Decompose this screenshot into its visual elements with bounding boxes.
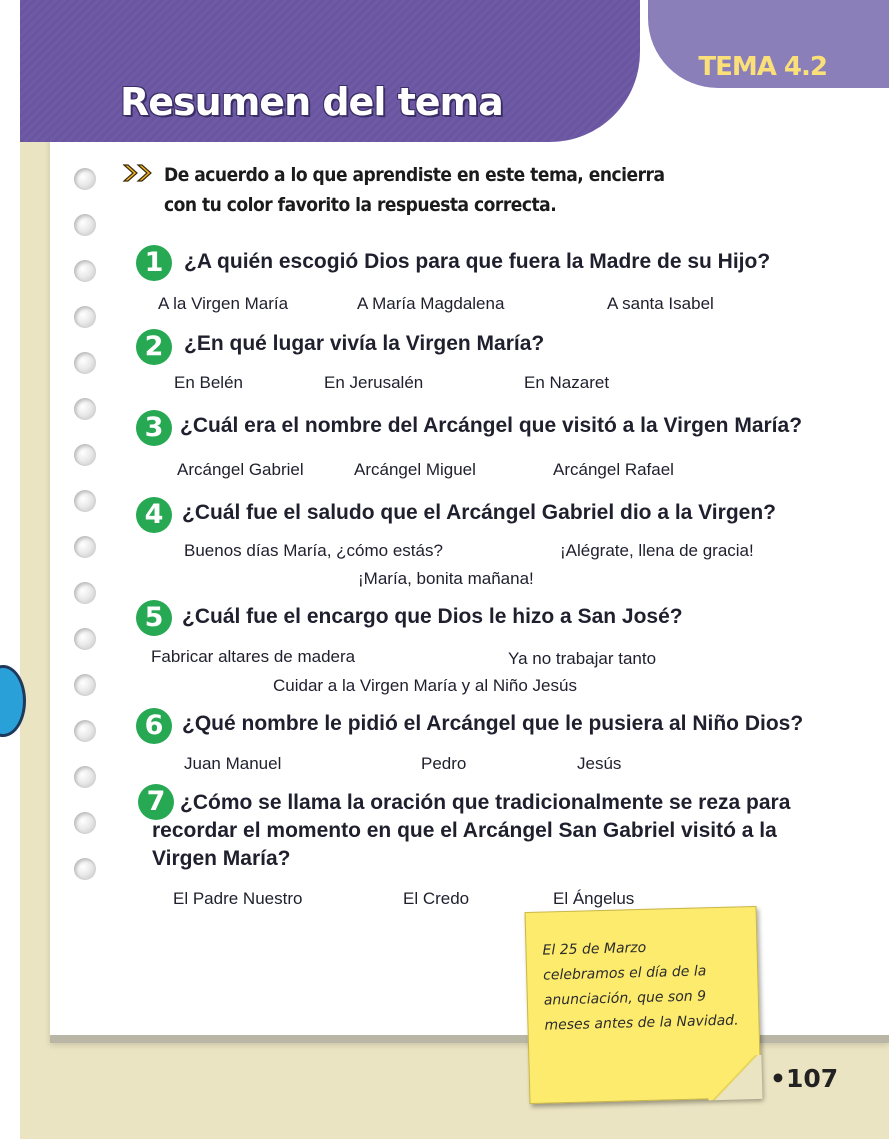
question-number-badge: 5 xyxy=(136,600,172,636)
question-text: ¿Qué nombre le pidió el Arcángel que le pusiera al Niño Dios? xyxy=(182,712,804,735)
question-number-badge: 6 xyxy=(136,708,172,744)
binder-hole-icon xyxy=(74,444,96,466)
answer-option[interactable]: Arcángel Rafael xyxy=(553,460,674,479)
question-text-line: Virgen María? xyxy=(152,847,291,870)
question-text-line: recordar el momento en que el Arcángel San Gabriel visitó a la xyxy=(152,819,777,842)
answer-option[interactable]: Pedro xyxy=(421,754,467,773)
answer-option[interactable]: Fabricar altares de madera xyxy=(151,647,356,666)
binder-hole-icon xyxy=(74,812,96,834)
question-number-badge: 2 xyxy=(136,329,172,365)
answer-option[interactable]: Juan Manuel xyxy=(184,754,282,773)
double-chevron-icon xyxy=(122,162,156,184)
binder-hole-icon xyxy=(74,720,96,742)
answer-option[interactable]: El Credo xyxy=(403,889,470,908)
answer-option[interactable]: En Nazaret xyxy=(524,373,610,392)
question-text: ¿Cuál era el nombre del Arcángel que visitó a la Virgen María? xyxy=(180,414,803,437)
answer-option[interactable]: Jesús xyxy=(577,754,622,773)
answer-option[interactable]: En Belén xyxy=(174,373,243,392)
answer-option[interactable]: A la Virgen María xyxy=(158,294,289,313)
binder-hole-icon xyxy=(74,628,96,650)
tema-label: TEMA 4.2 xyxy=(698,52,827,82)
answer-option[interactable]: Arcángel Miguel xyxy=(354,460,476,479)
binder-hole-icon xyxy=(74,260,96,282)
answer-option[interactable]: Arcángel Gabriel xyxy=(177,460,304,479)
sticky-note-line: anunciación, que son 9 xyxy=(543,988,707,1009)
tema-tab xyxy=(648,0,889,88)
answer-option[interactable]: El Ángelus xyxy=(553,889,635,908)
left-margin-strip xyxy=(0,0,20,1139)
question-text: ¿A quién escogió Dios para que fuera la Madre de su Hijo? xyxy=(184,250,771,273)
answer-option[interactable]: Cuidar a la Virgen María y al Niño Jesús xyxy=(273,676,577,695)
question-text: ¿Cuál fue el encargo que Dios le hizo a San José? xyxy=(182,605,683,628)
sticky-note-line: El 25 de Marzo xyxy=(542,939,647,959)
sticky-note xyxy=(525,906,762,1104)
page-number: •107 xyxy=(770,1064,839,1093)
question-number-badge: 4 xyxy=(136,497,172,533)
binder-hole-icon xyxy=(74,168,96,190)
answer-option[interactable]: ¡María, bonita mañana! xyxy=(358,569,534,588)
binder-holes xyxy=(74,168,98,904)
question-text: ¿Cuál fue el saludo que el Arcángel Gabriel dio a la Virgen? xyxy=(182,501,776,524)
answer-option[interactable]: El Padre Nuestro xyxy=(173,889,303,908)
question-number-badge: 7 xyxy=(138,784,174,820)
answer-option[interactable]: A María Magdalena xyxy=(357,294,505,313)
sticky-note-line: celebramos el día de la xyxy=(542,963,707,984)
answer-option[interactable]: Buenos días María, ¿cómo estás? xyxy=(184,541,443,560)
binder-hole-icon xyxy=(74,858,96,880)
cartoon-character-edge xyxy=(0,665,26,737)
answer-option[interactable]: A santa Isabel xyxy=(607,294,714,313)
question-number-badge: 1 xyxy=(136,245,172,281)
binder-hole-icon xyxy=(74,214,96,236)
instruction-text: De acuerdo a lo que aprendiste en este tema, encierra con tu color favorito la respuesta correcta. xyxy=(164,164,665,216)
answer-option[interactable]: En Jerusalén xyxy=(324,373,424,392)
answer-option[interactable]: ¡Alégrate, llena de gracia! xyxy=(560,541,754,560)
binder-hole-icon xyxy=(74,536,96,558)
binder-hole-icon xyxy=(74,674,96,696)
binder-hole-icon xyxy=(74,490,96,512)
question-text: ¿En qué lugar vivía la Virgen María? xyxy=(184,332,545,355)
binder-hole-icon xyxy=(74,352,96,374)
page-title: Resumen del tema xyxy=(120,80,503,124)
sticky-note-text xyxy=(542,933,750,1038)
question-number-badge: 3 xyxy=(136,410,172,446)
sticky-note-line: meses antes de la Navidad. xyxy=(544,1012,739,1034)
binder-hole-icon xyxy=(74,306,96,328)
binder-hole-icon xyxy=(74,582,96,604)
binder-hole-icon xyxy=(74,398,96,420)
question-text-line: ¿Cómo se llama la oración que tradicionalmente se reza para xyxy=(180,791,791,814)
answer-option[interactable]: Ya no trabajar tanto xyxy=(508,649,657,668)
binder-hole-icon xyxy=(74,766,96,788)
page-curl-icon xyxy=(707,1055,762,1100)
